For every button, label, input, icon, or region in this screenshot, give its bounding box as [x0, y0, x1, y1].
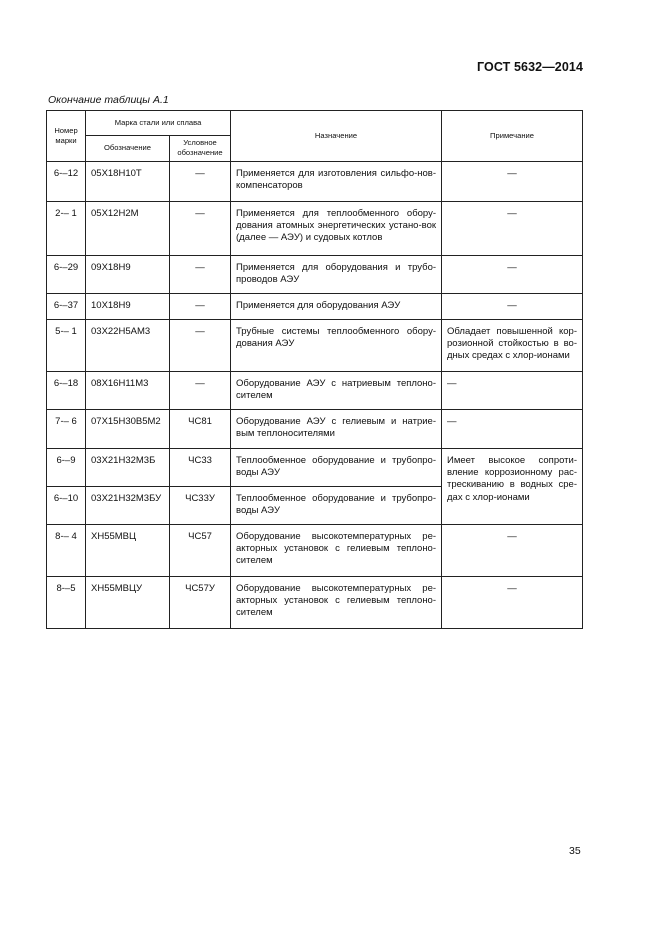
- table-row: [47, 448, 583, 486]
- header-purpose: Назначение: [231, 111, 442, 162]
- cell-purpose: Теплообменное оборудование и трубопро-воды АЭУ: [231, 486, 442, 524]
- header-note: Примечание: [442, 111, 583, 162]
- cell-designation: 09Х18Н9: [86, 255, 170, 293]
- cell-note: —: [442, 201, 583, 255]
- cell-purpose: Оборудование высокотемпературных ре-акторных установок с гелиевым теплоно-сителем: [231, 524, 442, 576]
- cell-conventional: ЧС57У: [170, 576, 231, 628]
- document-code: ГОСТ 5632—2014: [477, 60, 583, 74]
- cell-purpose: Применяется для изготовления сильфо-нов-компенсаторов: [231, 161, 442, 201]
- header-number: Номер марки: [47, 111, 86, 162]
- table-row: [47, 319, 583, 371]
- cell-designation: 03Х22Н5АМ3: [86, 319, 170, 371]
- cell-designation: 03Х21Н32М3БУ: [86, 486, 170, 524]
- cell-number: 2-– 1: [47, 201, 86, 255]
- cell-purpose: Теплообменное оборудование и трубопро-воды АЭУ: [231, 448, 442, 486]
- cell-designation: 05Х18Н10Т: [86, 161, 170, 201]
- cell-designation: 03Х21Н32М3Б: [86, 448, 170, 486]
- cell-conventional: ЧС33У: [170, 486, 231, 524]
- cell-purpose: Применяется для оборудования и трубо-проводов АЭУ: [231, 255, 442, 293]
- table-row: [47, 371, 583, 409]
- header-grade-group: Марка стали или сплава: [86, 111, 231, 136]
- cell-note: —: [442, 255, 583, 293]
- table-row: [47, 161, 583, 201]
- cell-purpose: Трубные системы теплообменного обору-дования АЭУ: [231, 319, 442, 371]
- cell-number: 5-– 1: [47, 319, 86, 371]
- table-row: [47, 576, 583, 628]
- table-row: [47, 255, 583, 293]
- table-row: [47, 524, 583, 576]
- cell-designation: ХН55МВЦ: [86, 524, 170, 576]
- cell-designation: 05Х12Н2М: [86, 201, 170, 255]
- cell-conventional: ЧС57: [170, 524, 231, 576]
- cell-conventional: —: [170, 293, 231, 319]
- cell-conventional: —: [170, 161, 231, 201]
- cell-note: —: [442, 576, 583, 628]
- cell-number: 8-– 4: [47, 524, 86, 576]
- cell-conventional: ЧС81: [170, 409, 231, 448]
- cell-number: 6-–10: [47, 486, 86, 524]
- cell-note: Обладает повышенной кор-розионной стойкостью в во-дных средах с хлор-ионами: [442, 319, 583, 371]
- table-row: [47, 293, 583, 319]
- cell-purpose: Оборудование АЭУ с гелиевым и натрие-вым теплоносителями: [231, 409, 442, 448]
- cell-purpose: Применяется для теплообменного обору-дования атомных энергетических устано-вок (далее — АЭУ) и судовых котлов: [231, 201, 442, 255]
- cell-purpose: Оборудование высокотемпературных ре-акторных установок с гелиевым теплоно-сителем: [231, 576, 442, 628]
- cell-note: —: [442, 409, 583, 448]
- cell-note: Имеет высокое сопроти-вление коррозионному рас-трескиванию в водных сре-дах с хлор-ионами: [442, 448, 583, 524]
- cell-purpose: Применяется для оборудования АЭУ: [231, 293, 442, 319]
- cell-number: 6-–18: [47, 371, 86, 409]
- table-row: [47, 201, 583, 255]
- page-number: 35: [569, 845, 581, 857]
- cell-conventional: ЧС33: [170, 448, 231, 486]
- cell-designation: 07Х15Н30В5М2: [86, 409, 170, 448]
- cell-designation: 08Х16Н11М3: [86, 371, 170, 409]
- cell-conventional: —: [170, 371, 231, 409]
- cell-number: 6-–37: [47, 293, 86, 319]
- steel-grades-table: [46, 110, 583, 629]
- cell-number: 8-–5: [47, 576, 86, 628]
- cell-conventional: —: [170, 319, 231, 371]
- cell-number: 7-– 6: [47, 409, 86, 448]
- cell-conventional: —: [170, 201, 231, 255]
- cell-designation: ХН55МВЦУ: [86, 576, 170, 628]
- table-caption: Окончание таблицы А.1: [48, 94, 169, 106]
- header-designation: Обозначение: [86, 136, 170, 162]
- cell-note: —: [442, 371, 583, 409]
- cell-number: 6-–12: [47, 161, 86, 201]
- cell-designation: 10Х18Н9: [86, 293, 170, 319]
- cell-purpose: Оборудование АЭУ с натриевым теплоно-сителем: [231, 371, 442, 409]
- cell-conventional: —: [170, 255, 231, 293]
- cell-number: 6-–29: [47, 255, 86, 293]
- cell-note: —: [442, 293, 583, 319]
- cell-note: —: [442, 524, 583, 576]
- table-row: [47, 409, 583, 448]
- cell-note: —: [442, 161, 583, 201]
- header-conventional: Условное обозначение: [170, 136, 231, 162]
- cell-number: 6-–9: [47, 448, 86, 486]
